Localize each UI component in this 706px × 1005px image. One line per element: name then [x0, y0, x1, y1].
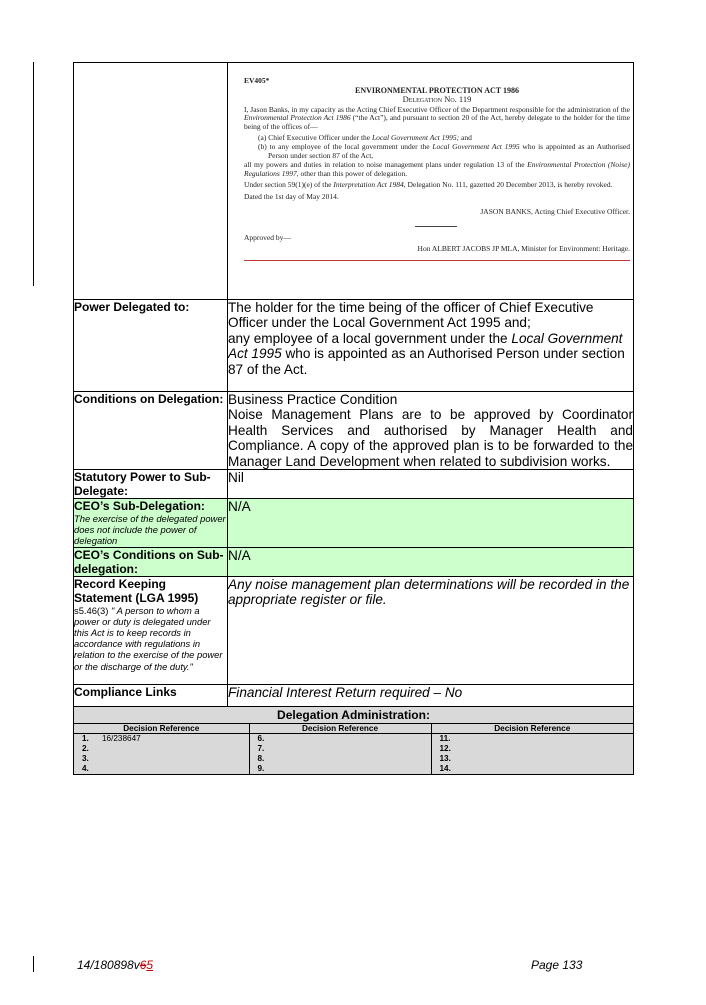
decision-reference-table	[74, 723, 633, 774]
gazette-minister: Hon ALBERT JACOBS JP MLA, Minister for Environment: Heritage.	[417, 243, 630, 253]
ref-num: 12.	[439, 744, 451, 754]
decision-ref-header-3: Decision Reference	[431, 723, 633, 734]
statutory-value: Nil	[228, 470, 634, 499]
gazette-extract	[228, 63, 634, 300]
conditions-line2: Noise Management Plans are to be approved by Coordinator Health Services and authorised by Manager Health and Compliance. A copy of the approved plan is to be forwarded to the Manager Land Development when related to subdivision works.	[228, 407, 633, 469]
gazette-signatory: JASON BANKS, Acting Chief Executive Officer.	[480, 206, 630, 216]
gazette-intro: I, Jason Banks, in my capacity as the Acting Chief Executive Officer of the Department responsible for the administration of the Environmental Protection Act 1986 (“the Act”), and pursuant to section 20 of the Act, hereby delegate to the holder for the time being of the offices of—	[244, 104, 630, 131]
ref-num: 6.	[257, 734, 265, 744]
gazette-act-title: ENVIRONMENTAL PROTECTION ACT 1986	[355, 85, 519, 95]
compliance-label: Compliance Links	[74, 684, 228, 706]
decision-ref-header-2: Decision Reference	[249, 723, 431, 734]
ceo-sub-value: N/A	[228, 499, 634, 548]
gazette-dated: Dated the 1st day of May 2014.	[244, 192, 339, 202]
delegation-table	[73, 62, 634, 775]
power-delegated-line1: The holder for the time being of the officer of Chief Executive Officer under the Local Government Act 1995 and;	[228, 300, 594, 331]
version-deleted: 6	[139, 958, 147, 972]
gazette-revocation: Under section 59(1)(e) of the Interpretation Act 1984, Delegation No. 111, gazetted 20 December 2013, is hereby revoked.	[244, 179, 613, 189]
admin-title: Delegation Administration:	[277, 707, 430, 722]
conditions-value	[228, 392, 634, 470]
record-keeping-label	[74, 576, 228, 684]
power-delegated-value	[228, 300, 634, 392]
record-keeping-value: Any noise management plan determinations will be recorded in the appropriate register or file.	[228, 576, 634, 684]
compliance-value: Financial Interest Return required – No	[228, 684, 634, 706]
ref-num: 14.	[439, 763, 451, 773]
gazette-red-rule	[244, 260, 630, 261]
ceo-sub-note: The exercise of the delegated power does not include the power of delegation	[74, 513, 226, 547]
version-inserted: 5	[146, 958, 154, 972]
conditions-label: Conditions on Delegation:	[74, 392, 228, 470]
ref-num: 1.	[82, 734, 89, 744]
ref-num: 2.	[82, 744, 89, 754]
record-keeping-title: Record Keeping Statement (LGA 1995)	[74, 576, 199, 605]
decision-ref-header-1: Decision Reference	[74, 723, 249, 734]
ref-num: 11.	[439, 734, 451, 744]
ceo-sub-title: CEO’s Sub-Delegation:	[74, 499, 205, 514]
decision-row	[74, 754, 633, 764]
conditions-line1: Business Practice Condition	[228, 392, 398, 407]
footer-page-number: Page 133	[531, 958, 583, 972]
change-bar-footer	[33, 956, 34, 972]
decision-row	[74, 764, 633, 774]
gazette-left-empty	[74, 63, 228, 300]
gazette-item-a: (a) Chief Executive Officer under the Local Government Act 1995; and	[258, 132, 472, 142]
ceo-conditions-value: N/A	[228, 547, 634, 576]
decision-row	[74, 734, 633, 744]
gazette-item-b: (b) to any employee of the local government under the Local Government Act 1995 who is appointed as an Authorised Person under section 87 of the Act,	[258, 142, 630, 160]
ref-num: 7.	[257, 744, 265, 754]
record-keeping-statute: s5.46(3) " A person to whom a power or duty is delegated under this Act is to keep records in accordance with regulations in relation to the exercise of the power or the discharge of the duty."	[74, 604, 223, 672]
decision-row	[74, 744, 633, 754]
ref-num: 9.	[257, 763, 265, 773]
delegation-admin	[74, 706, 634, 774]
footer-doc-reference: 14/180898v65	[77, 958, 154, 972]
ref-num: 8.	[257, 754, 265, 764]
power-delegated-label: Power Delegated to:	[74, 300, 228, 392]
ref-num: 4.	[82, 763, 89, 773]
ref-num: 13.	[439, 754, 451, 764]
gazette-powers: all my powers and duties in relation to noise management plans under regulation 13 of the Environmental Protection (Noise) Regulations 1997, other than this power of delegation.	[244, 160, 630, 178]
gazette-approved-by: Approved by—	[244, 233, 291, 243]
ceo-sub-label	[74, 499, 228, 548]
gazette-code: EV405*	[244, 76, 270, 85]
change-bar-top	[33, 62, 34, 286]
ceo-conditions-label: CEO’s Conditions on Sub-delegation:	[74, 547, 228, 576]
statutory-label: Statutory Power to Sub-Delegate:	[74, 470, 228, 499]
ref-value: 16/238647	[102, 734, 141, 744]
ref-num: 3.	[82, 754, 89, 764]
gazette-separator	[415, 226, 457, 227]
power-delegated-line2: any employee of a local government under the Local Government Act 1995 who is appointed as an Authorised Person under section 87 of the Act.	[228, 330, 625, 377]
gazette-delegation-no: Delegation No. 119	[402, 94, 472, 105]
